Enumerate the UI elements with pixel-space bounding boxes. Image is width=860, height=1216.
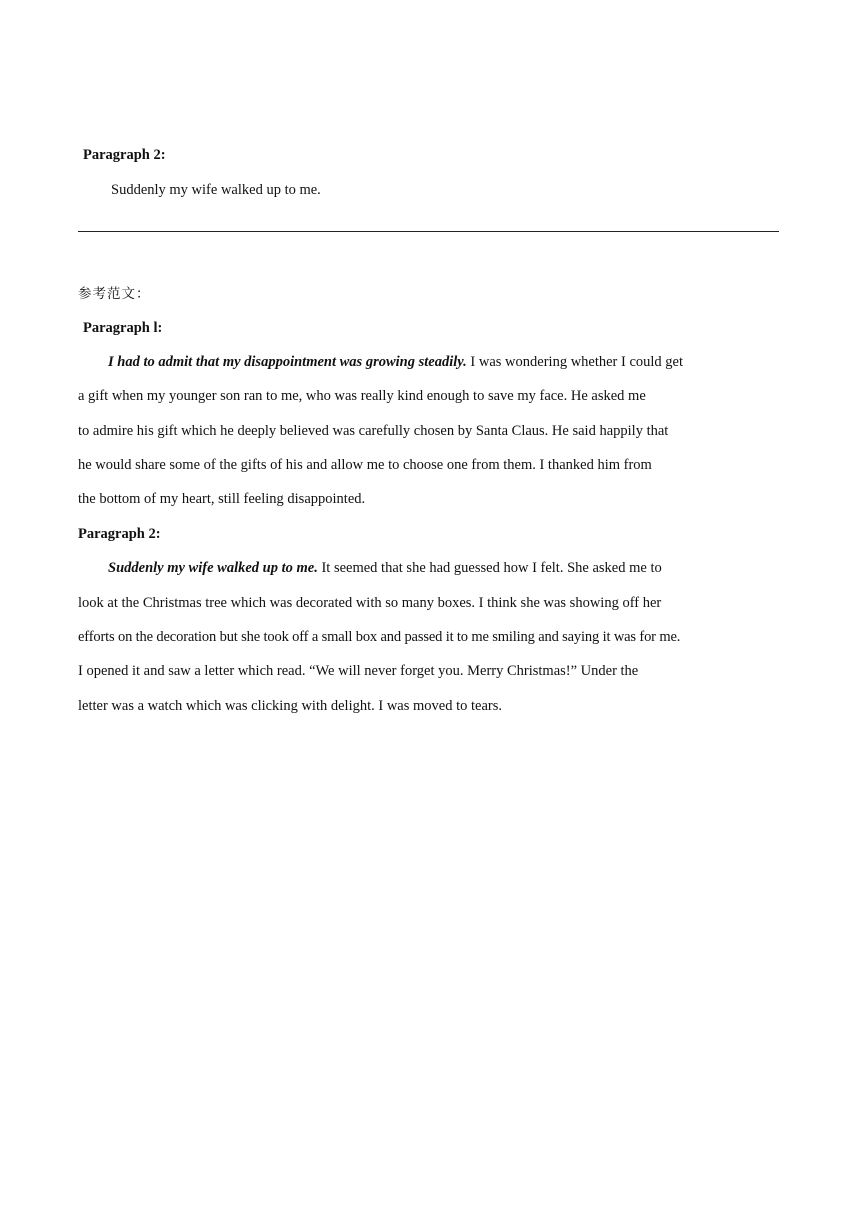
paragraph2-line-1 [108, 558, 662, 578]
paragraph2-heading: Paragraph 2: [78, 526, 161, 542]
paragraph2-line-5: letter was a watch which was clicking with delight. I was moved to tears. [78, 698, 503, 714]
paragraph1-line-5: the bottom of my heart, still feeling disappointed. [78, 491, 366, 507]
answer-line [78, 231, 779, 232]
paragraph1-line-1-text: I was wondering whether I could get [466, 354, 684, 370]
prompt-start-sentence: Suddenly my wife walked up to me. [111, 182, 321, 198]
paragraph1-line-4: he would share some of the gifts of his and allow me to choose one from them. I thanked him from [78, 457, 652, 473]
paragraph1-line-1 [108, 352, 683, 372]
prompt-paragraph-heading: Paragraph 2: [83, 147, 166, 163]
paragraph1-line-3: to admire his gift which he deeply believed was carefully chosen by Santa Claus. He said happily that [78, 423, 669, 439]
paragraph2-line-3: efforts on the decoration but she took off a small box and passed it to me smiling and saying it was for me. [78, 629, 681, 645]
paragraph1-heading: Paragraph l: [83, 320, 163, 336]
paragraph2-lead-sentence: Suddenly my wife walked up to me. [108, 560, 318, 576]
paragraph2-line-2: look at the Christmas tree which was decorated with so many boxes. I think she was showing off her [78, 595, 662, 611]
paragraph2-line-4: I opened it and saw a letter which read. “We will never forget you. Merry Christmas!” Under the [78, 663, 639, 679]
sample-label: 参考范文： [78, 286, 151, 302]
paragraph2-line-1-text: It seemed that she had guessed how I felt. She asked me to [317, 560, 662, 576]
paragraph1-line-2: a gift when my younger son ran to me, who was really kind enough to save my face. He asked me [78, 388, 646, 404]
paragraph1-lead-sentence: I had to admit that my disappointment was growing steadily. [108, 354, 467, 370]
